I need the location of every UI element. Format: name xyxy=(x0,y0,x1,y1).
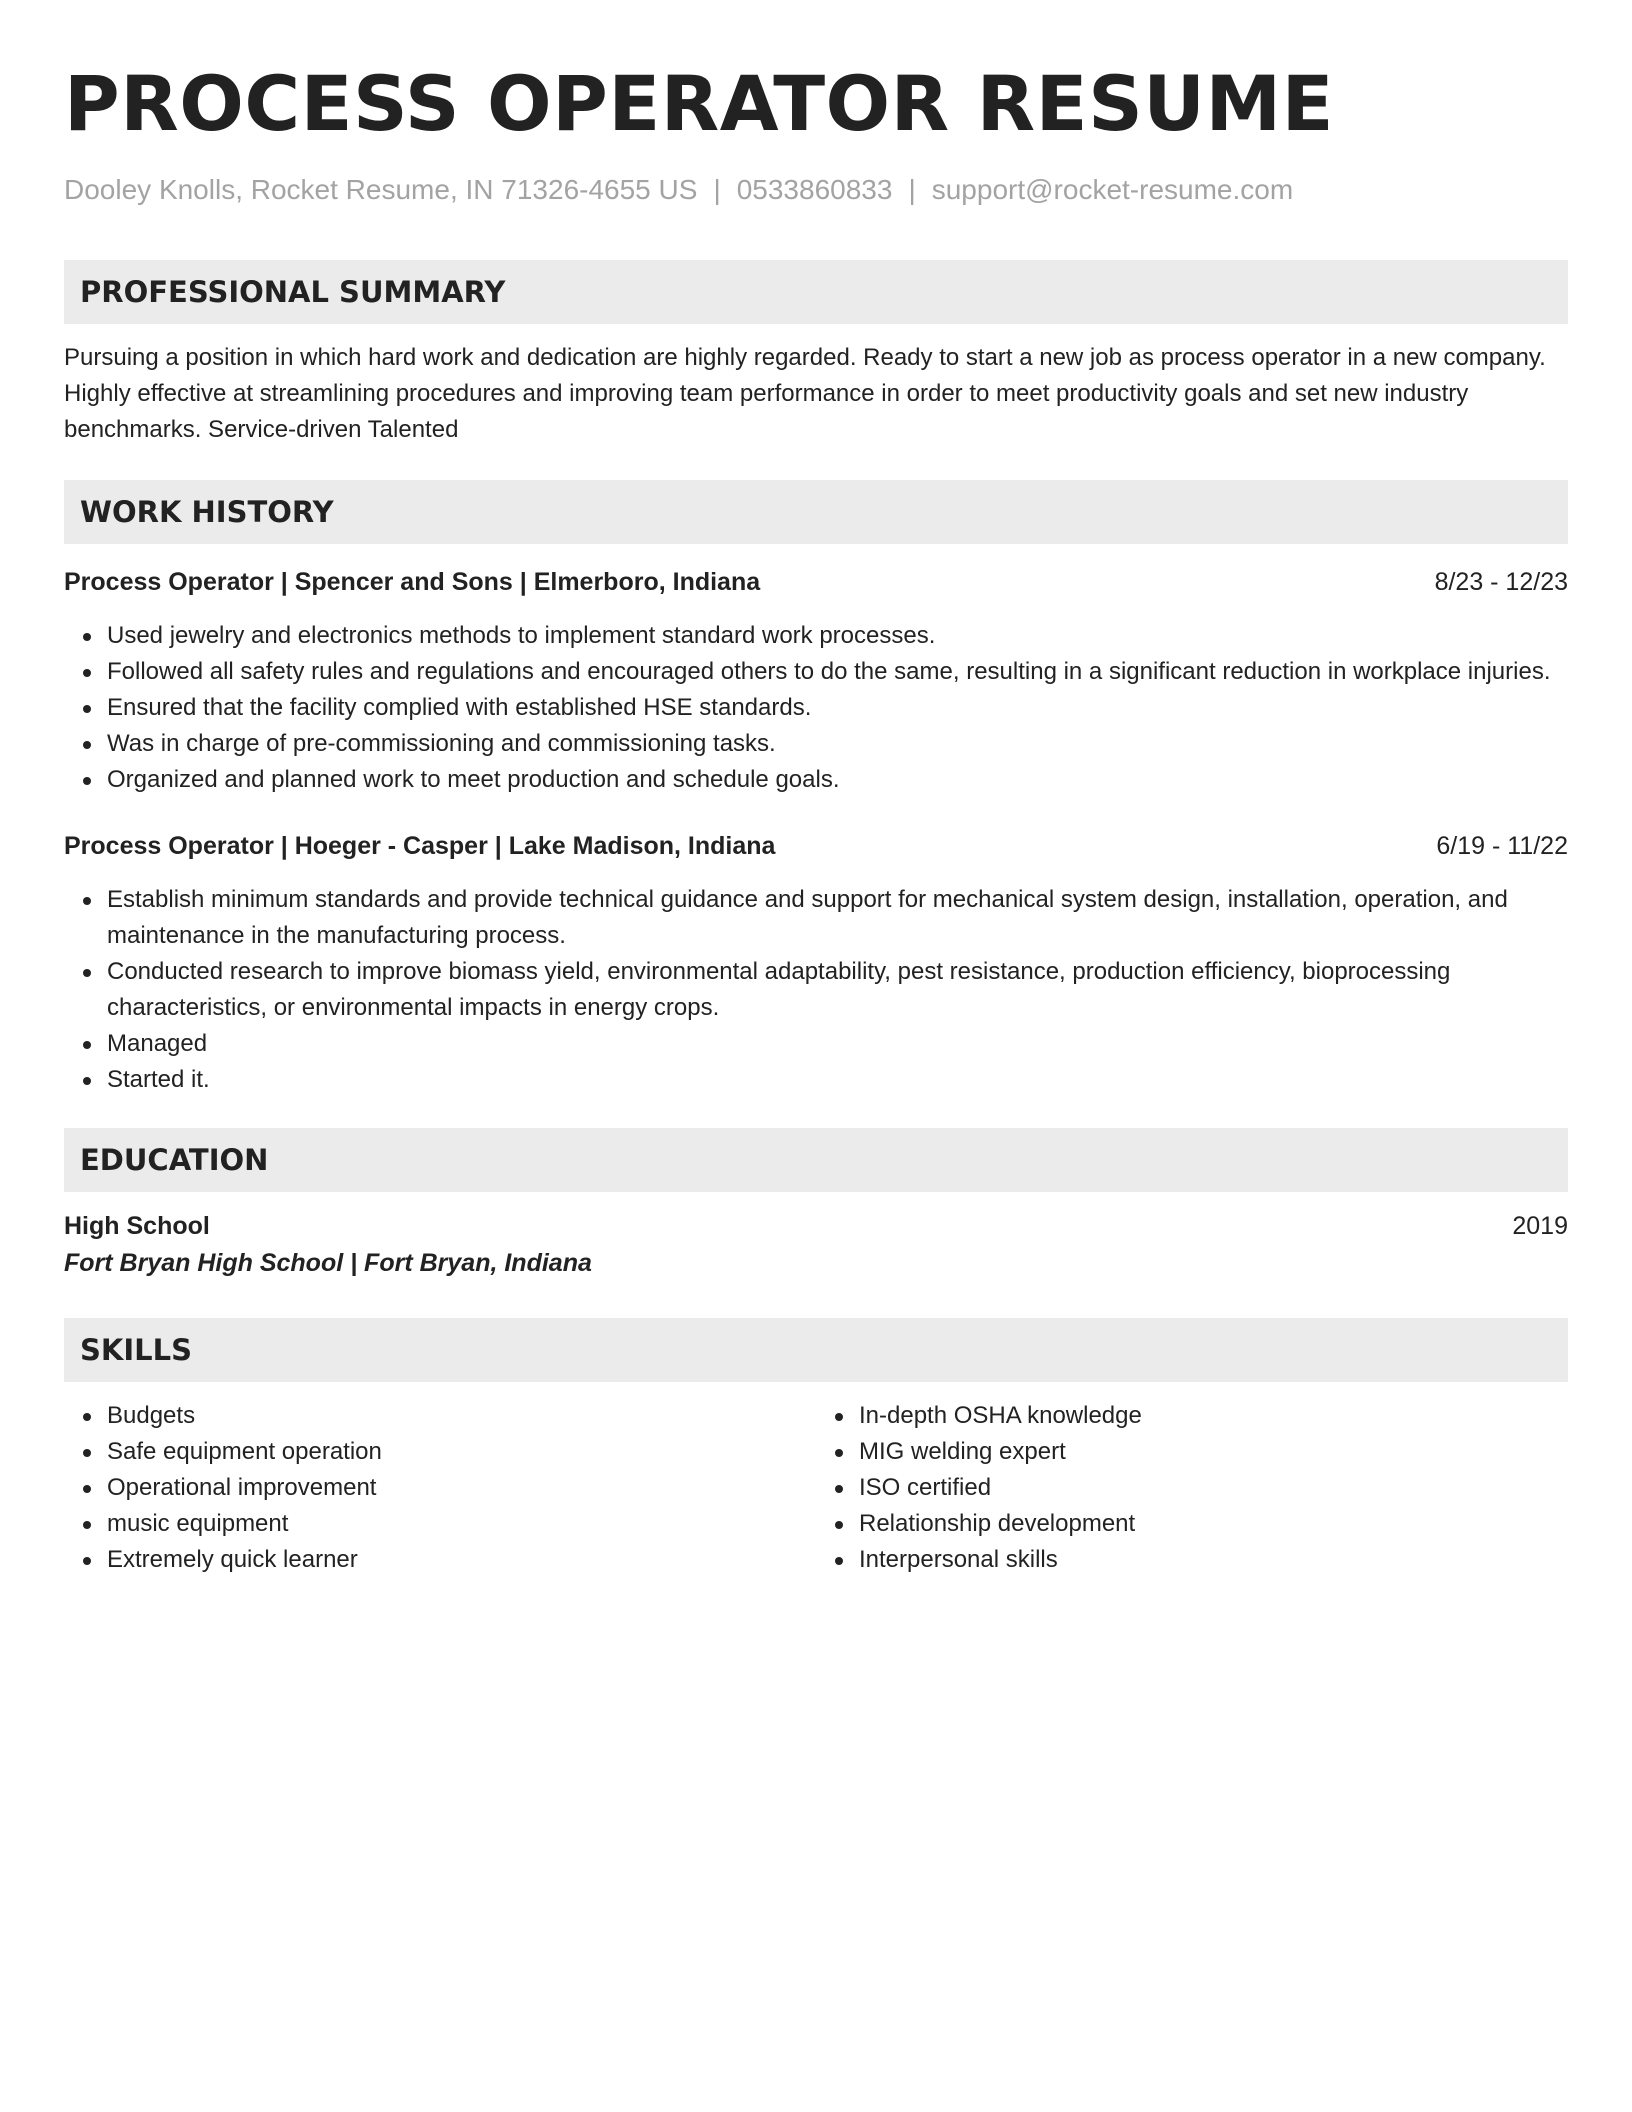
section-title: WORK HISTORY xyxy=(80,495,334,529)
section-title: SKILLS xyxy=(80,1333,192,1367)
job-bullet: Conducted research to improve biomass yield, environmental adaptability, pest resistance, production efficiency, bioprocessing characteristics, or environmental impacts in energy crops. xyxy=(107,954,1568,1026)
skill-item: music equipment xyxy=(107,1506,816,1542)
education-school: Fort Bryan High School | Fort Bryan, Indiana xyxy=(64,1249,592,1277)
education-header xyxy=(64,1208,1568,1244)
contact-email: support@rocket-resume.com xyxy=(931,174,1294,205)
job-bullet-list xyxy=(64,882,1568,1098)
skill-item: MIG welding expert xyxy=(859,1434,1568,1470)
job-title-line: Process Operator | Hoeger - Casper | Lake Madison, Indiana xyxy=(64,832,776,860)
section-header-skills xyxy=(64,1318,1568,1382)
job-bullet: Was in charge of pre-commissioning and commissioning tasks. xyxy=(107,726,1568,762)
skills-list-left xyxy=(64,1398,816,1578)
section-header-summary xyxy=(64,260,1568,324)
skill-item: Safe equipment operation xyxy=(107,1434,816,1470)
section-title: EDUCATION xyxy=(80,1143,269,1177)
skill-item: Relationship development xyxy=(859,1506,1568,1542)
job-bullet: Used jewelry and electronics methods to implement standard work processes. xyxy=(107,618,1568,654)
job-entry xyxy=(64,564,1568,798)
job-header xyxy=(64,828,1568,864)
job-bullet-list xyxy=(64,618,1568,798)
contact-phone: 0533860833 xyxy=(736,174,893,205)
job-header xyxy=(64,564,1568,600)
skills-list-right xyxy=(816,1398,1568,1578)
skills-columns xyxy=(64,1398,1568,1578)
contact-separator: | xyxy=(713,174,721,205)
skill-item: Operational improvement xyxy=(107,1470,816,1506)
job-bullet: Establish minimum standards and provide technical guidance and support for mechanical system design, installation, operation, and maintenance in the manufacturing process. xyxy=(107,882,1568,954)
job-dates: 8/23 - 12/23 xyxy=(1434,568,1568,596)
contact-separator: | xyxy=(908,174,916,205)
resume-title: PROCESS OPERATOR RESUME xyxy=(64,59,1335,148)
job-bullet: Ensured that the facility complied with established HSE standards. xyxy=(107,690,1568,726)
contact-line xyxy=(64,170,1568,210)
job-dates: 6/19 - 11/22 xyxy=(1436,832,1568,860)
education-entry xyxy=(64,1208,1568,1282)
contact-address: Dooley Knolls, Rocket Resume, IN 71326-4655 US xyxy=(64,174,698,205)
skill-item: ISO certified xyxy=(859,1470,1568,1506)
education-degree: High School xyxy=(64,1212,210,1240)
job-bullet: Started it. xyxy=(107,1062,1568,1098)
section-title: PROFESSIONAL SUMMARY xyxy=(80,275,506,309)
section-header-education xyxy=(64,1128,1568,1192)
skill-item: Extremely quick learner xyxy=(107,1542,816,1578)
skill-item: In-depth OSHA knowledge xyxy=(859,1398,1568,1434)
skill-item: Budgets xyxy=(107,1398,816,1434)
job-entry xyxy=(64,828,1568,1098)
education-year: 2019 xyxy=(1512,1212,1568,1240)
job-bullet: Organized and planned work to meet production and schedule goals. xyxy=(107,762,1568,798)
summary-text: Pursuing a position in which hard work and dedication are highly regarded. Ready to start a new job as process operator in a new company. Highly effective at streamlining procedures and improving team performance in order to meet productivity goals and set new industry benchmarks. Service-driven Talented xyxy=(64,344,1546,443)
section-header-work-history xyxy=(64,480,1568,544)
job-title-line: Process Operator | Spencer and Sons | Elmerboro, Indiana xyxy=(64,568,761,596)
job-bullet: Managed xyxy=(107,1026,1568,1062)
skill-item: Interpersonal skills xyxy=(859,1542,1568,1578)
job-bullet: Followed all safety rules and regulations and encouraged others to do the same, resulting in a significant reduction in workplace injuries. xyxy=(107,654,1568,690)
